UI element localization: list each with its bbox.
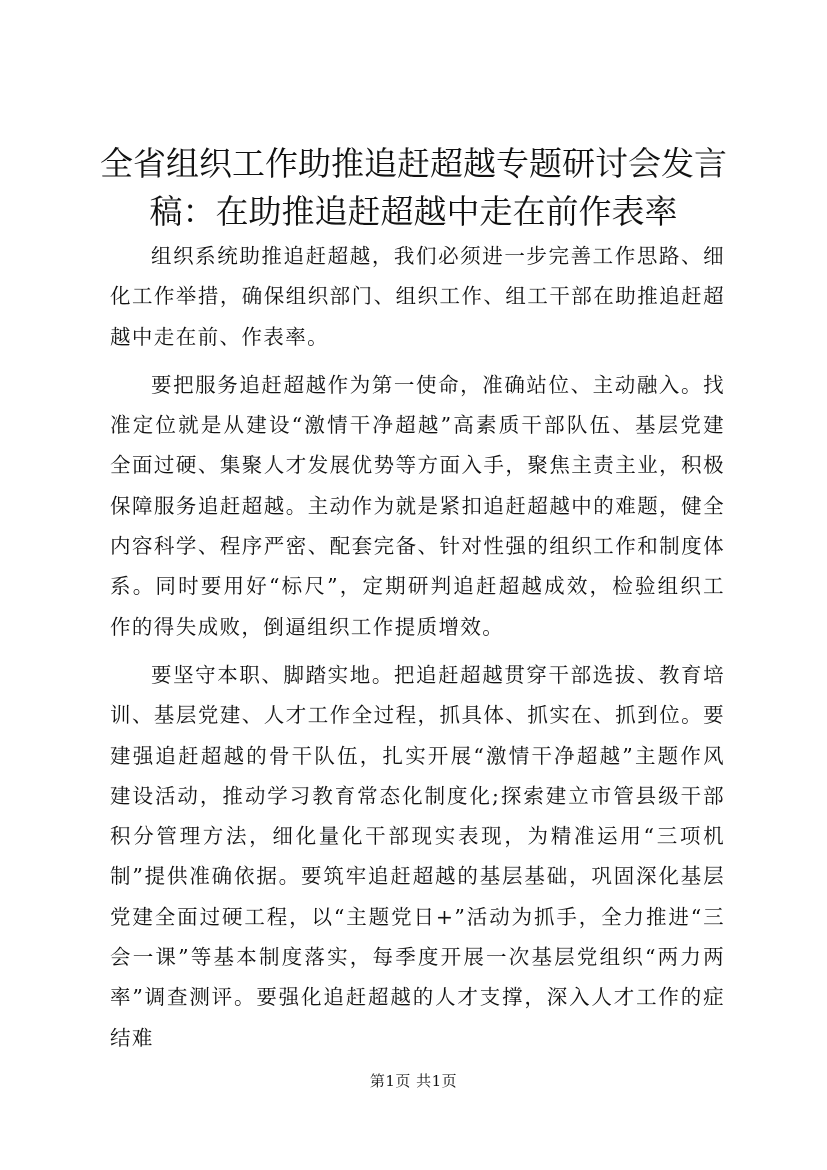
paragraph-intro: 组织系统助推追赶超越，我们必须进一步完善工作思路、细化工作举措，确保组织部门、组织工作、组工干部在助推追赶超越中走在前、作表率。 (110, 244, 725, 349)
document-body (110, 236, 725, 1058)
paragraph-duty: 要坚守本职、脚踏实地。把追赶超越贯穿干部选拔、教育培训、基层党建、人才工作全过程，抓具体、抓实在、抓到位。要建强追赶超越的骨干队伍，扎实开展“激情干净超越”主题作风建设活动，推动学习教育常态化制度化;探索建立市管县级干部积分管理方法，细化量化干部现实表现，为精准运用“三项机制”提供准确依据。要筑牢追赶超越的基层基础，巩固深化基层党建全面过硬工程，以“主题党日+”活动为抓手，全力推进“三会一课”等基本制度落实，每季度开展一次基层党组织“两力两率”调查测评。要强化追赶超越的人才支撑，深入人才工作的症结难 (110, 662, 725, 1050)
document-title: 全省组织工作助推追赶超越专题研讨会发言稿：在助推追赶超越中走在前作表率 (100, 144, 727, 231)
paragraph-first-mission: 要把服务追赶超越作为第一使命，准确站位、主动融入。找准定位就是从建设“激情干净超越”高素质干部队伍、基层党建全面过硬、集聚人才发展优势等方面入手，聚焦主责主业，积极保障服务追赶超越。主动作为就是紧扣追赶超越中的难题，健全内容科学、程序严密、配套完备、针对性强的组织工作和制度体系。同时要用好“标尺”，定期研判追赶超越成效，检验组织工作的得失成败，倒逼组织工作提质增效。 (110, 372, 725, 639)
page-footer: 第1页 共1页 (369, 1072, 458, 1090)
